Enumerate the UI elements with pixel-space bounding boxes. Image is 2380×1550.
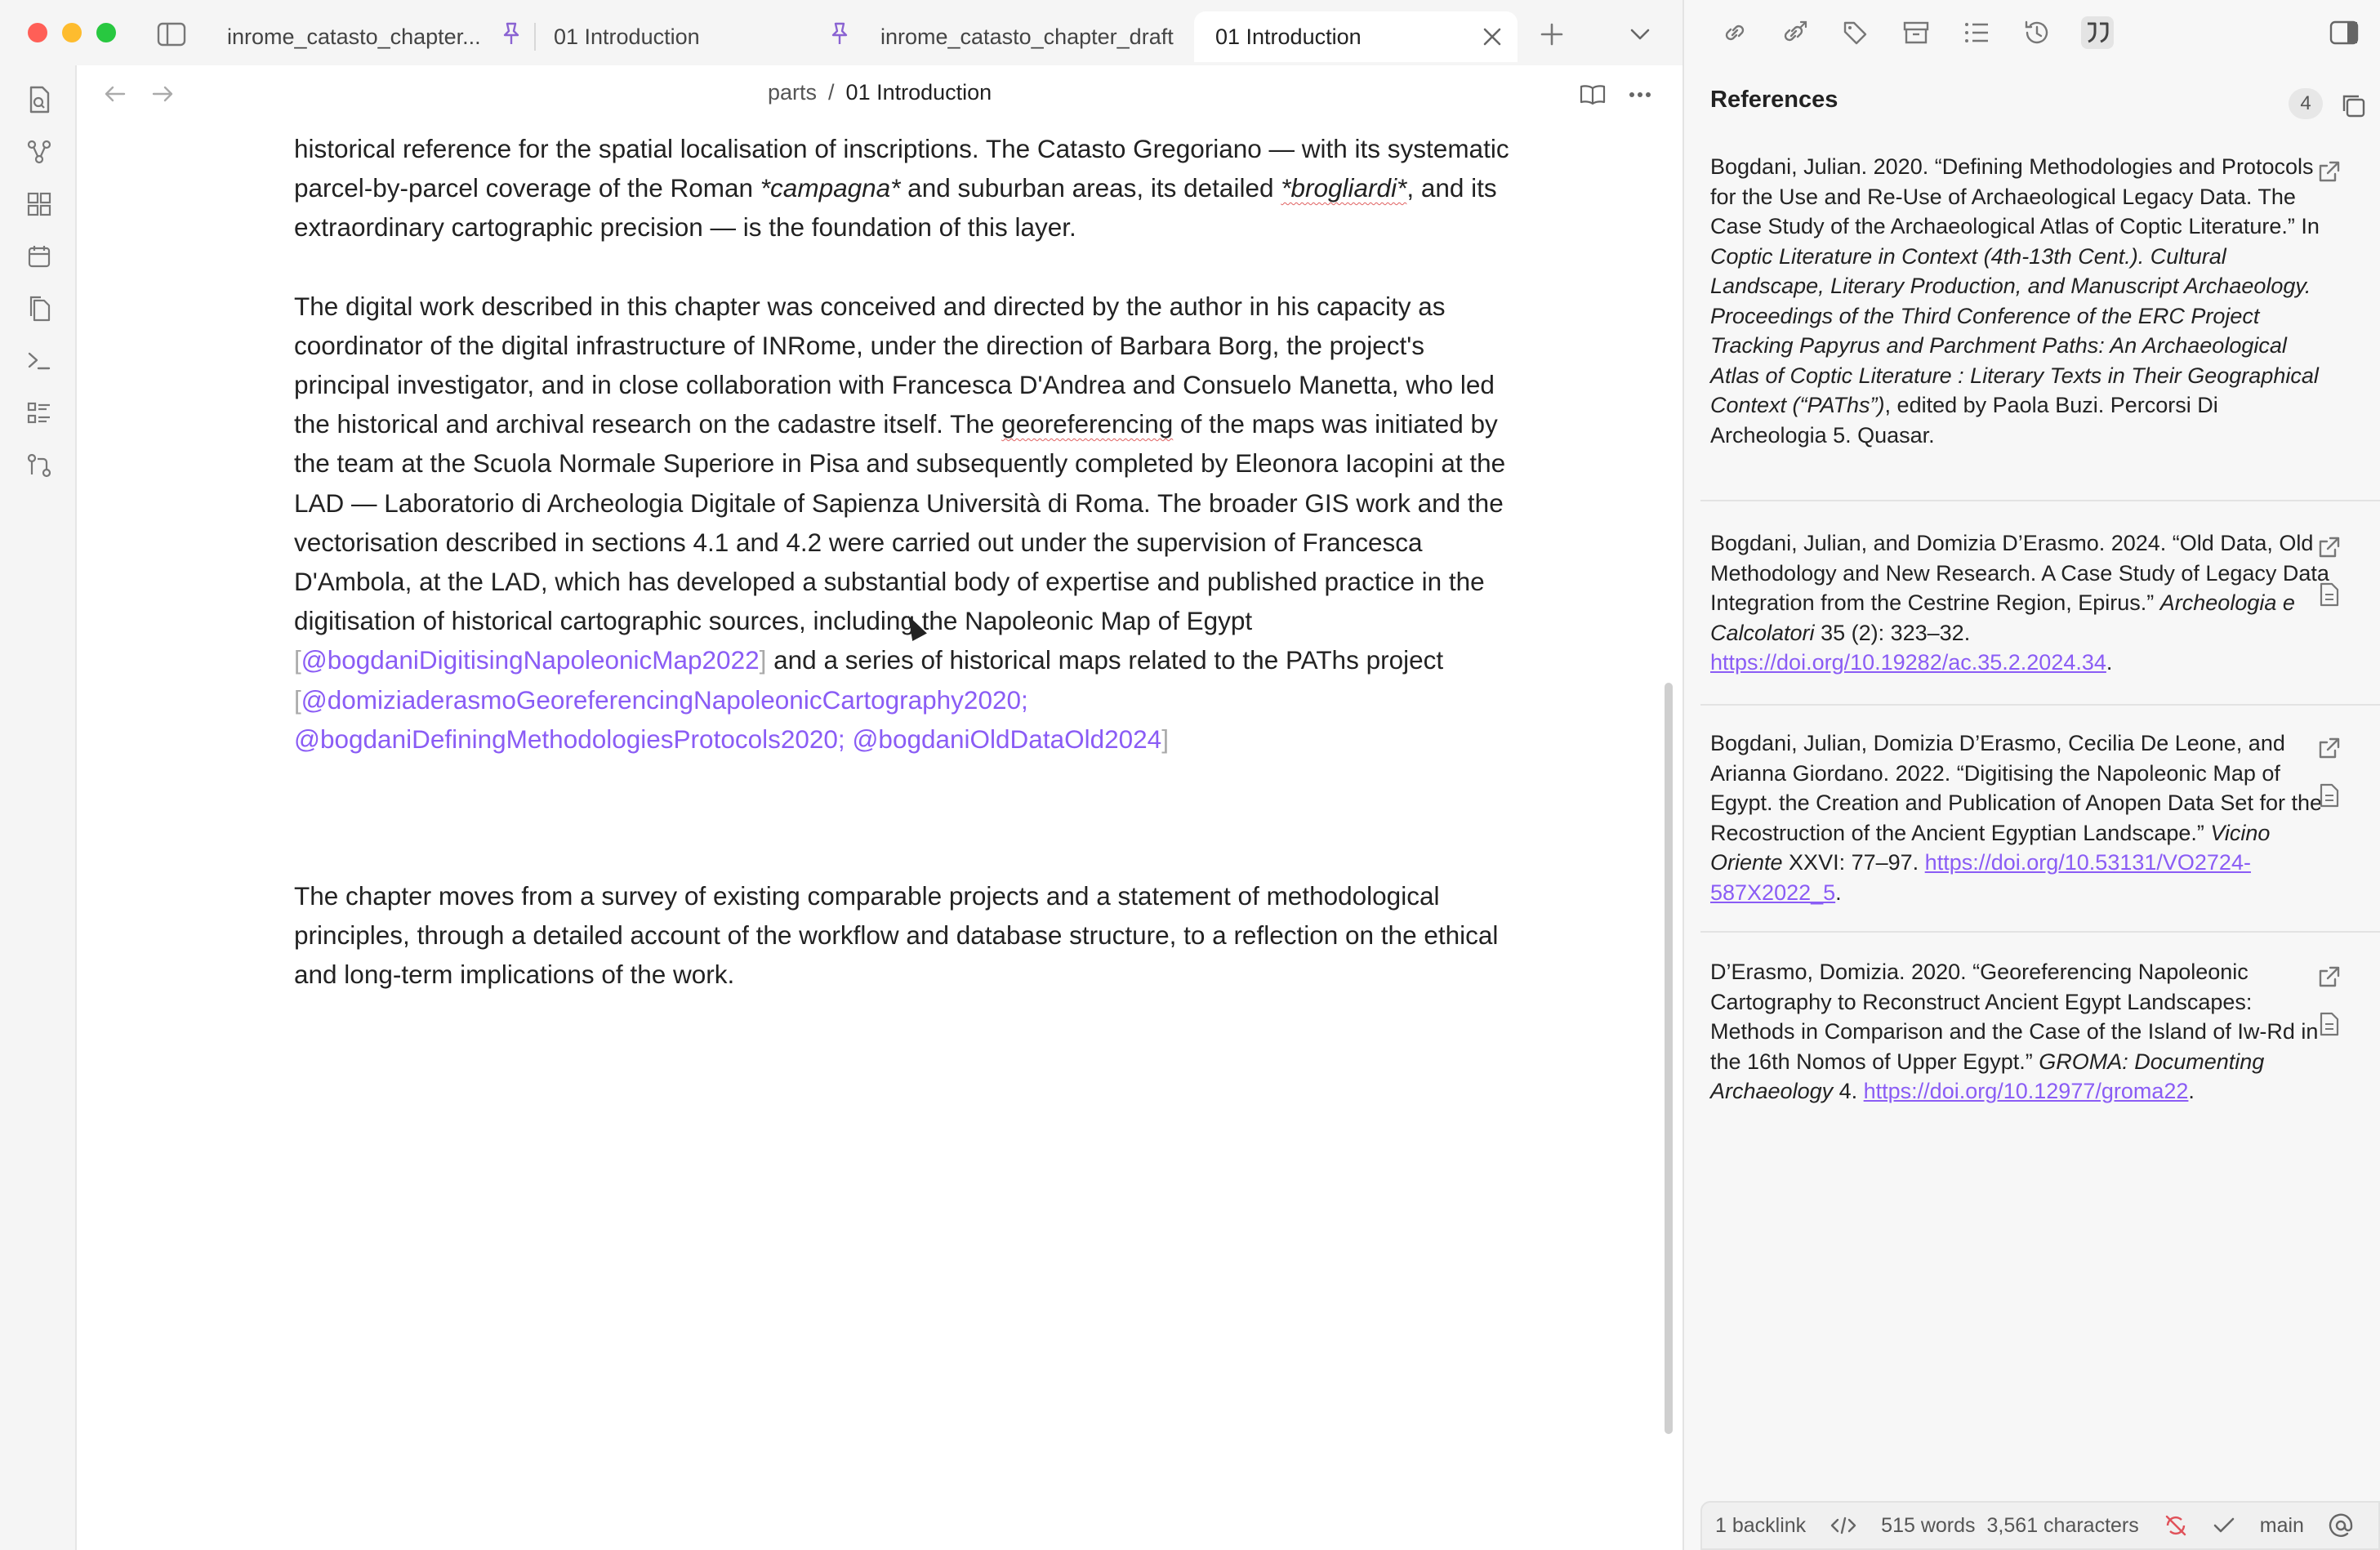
reference-text: D’Erasmo, Domizia. 2020. “Georeferencing Napoleonic Cartography to Reconstruct Ancient Egypt Landscapes: Methods in Comparison and the Case of the Island of Iw-Rd in the 16th Nomos of Upper Egypt.”: [1710, 960, 2319, 1074]
scrollbar[interactable]: [1665, 683, 1673, 1434]
breadcrumb-parent[interactable]: parts: [768, 80, 818, 105]
pin-icon[interactable]: [500, 21, 523, 51]
paragraph: [294, 129, 1511, 247]
search-file-icon[interactable]: [25, 85, 54, 114]
text: The digital work described in this chapter was conceived and directed by the author in his capacity as coordinator of the digital infrastructure of INRome, under the direction of Barbara Borg, the project's principal investigator, and in close collaboration with Francesca D'Andrea and Consuelo Manetta, who led the historical and archival research on the cadastre itself. The: [294, 291, 1495, 439]
sync-off-icon[interactable]: [2164, 1513, 2188, 1538]
divider: [1700, 704, 2380, 706]
back-arrow-icon[interactable]: [105, 82, 126, 109]
reference-text: .: [1835, 880, 1842, 905]
breadcrumb-current[interactable]: 01 Introduction: [845, 80, 992, 105]
reference-text-italic: Vicino Oriente: [1710, 820, 2271, 875]
git-branch-name[interactable]: main: [2259, 1513, 2304, 1537]
outline-icon[interactable]: [1960, 16, 1993, 49]
reference-text: .: [2106, 650, 2113, 675]
right-sidebar: [1682, 0, 2380, 1550]
more-horizontal-icon[interactable]: [1624, 78, 1656, 111]
editor-pane: [77, 65, 1682, 1550]
reference-text: Bogdani, Julian, and Domizia D’Erasmo. 2024. “Old Data, Old Methodology and New Research. A Case Study of Legacy Data Integration from the Cestrine Region, Epirus.”: [1710, 531, 2329, 615]
divider: [1700, 931, 2380, 933]
close-icon[interactable]: [1478, 23, 1506, 51]
reference-item[interactable]: [1710, 957, 2331, 1107]
sidebar-toolbar: [1684, 0, 2380, 65]
forward-arrow-icon[interactable]: [152, 82, 173, 109]
open-external-icon[interactable]: [2313, 155, 2346, 188]
citation-link[interactable]: @domiziaderasmoGeoreferencingNapoleonicCartography2020;: [301, 684, 1028, 715]
reference-text: Bogdani, Julian. 2020. “Defining Methodologies and Protocols for the Use and Re-Use of Archaeological Legacy Data. The Case Study of the Archaeological Atlas of Coptic Literature.” In: [1710, 154, 2320, 238]
citation-link[interactable]: @bogdaniOldDataOld2024: [852, 724, 1162, 754]
text-italic: *brogliardi*: [1281, 173, 1407, 203]
text-misspelled: georeferencing: [1001, 409, 1174, 439]
reference-text: Bogdani, Julian, Domizia D’Erasmo, Cecilia De Leone, and Arianna Giordano. 2022. “Digitising the Napoleonic Map of Egypt. the Creation and Publication of Anopen Data Set for the Recostruction of the Ancient Egyptian Landscape.”: [1710, 731, 2322, 845]
minimize-window-button[interactable]: [62, 23, 82, 42]
left-ribbon: [0, 65, 77, 1550]
reference-text: XXVI: 77–97.: [1782, 850, 1925, 875]
pin-icon[interactable]: [828, 21, 851, 51]
paragraph: [294, 287, 1511, 759]
note-file-icon[interactable]: [2313, 578, 2346, 611]
sidebar-right-icon[interactable]: [2328, 16, 2360, 49]
citation-bracket: ]: [1161, 724, 1169, 754]
tab-1[interactable]: [206, 11, 533, 62]
open-external-icon[interactable]: [2313, 732, 2346, 764]
terminal-icon[interactable]: [25, 346, 54, 376]
text: , and its extraordinary cartographic precision — is the foundation of this layer.: [294, 173, 1497, 243]
view-header: [77, 65, 1682, 124]
tab-label: 01 Introduction: [554, 24, 700, 49]
close-window-button[interactable]: [28, 23, 47, 42]
grid-icon[interactable]: [25, 189, 54, 219]
tab-label: 01 Introduction: [1215, 24, 1362, 49]
reference-item[interactable]: [1710, 528, 2331, 678]
reference-text-italic: Coptic Literature in Context (4th-13th Cent.). Cultural Landscape, Literary Production, and Manuscript Archaeology. Proceedings of the Third Conference of the ERC Project Tracking Papyrus and Parchment Paths: An Archaeological Atlas of Coptic Literature : Literary Texts in Their Geographical Context (“PAThs”): [1710, 243, 2319, 417]
note-file-icon[interactable]: [2313, 779, 2346, 812]
reference-item[interactable]: [1710, 728, 2331, 907]
reference-text: 35 (2): 323–32.: [1814, 620, 1971, 645]
word-count: 515 words: [1881, 1513, 1976, 1537]
copy-icon[interactable]: [2339, 91, 2367, 123]
references-title: References: [1710, 87, 1838, 113]
outgoing-links-icon[interactable]: [1779, 16, 1812, 49]
reference-text-italic: GROMA: Documenting Archaeology: [1710, 1049, 2265, 1103]
backlink-count[interactable]: 1 backlink: [1715, 1513, 1807, 1537]
book-open-icon[interactable]: [1576, 78, 1609, 111]
tags-icon[interactable]: [1839, 16, 1872, 49]
reference-text: 4.: [1833, 1079, 1864, 1103]
text: of the maps was initiated by the team at the Scuola Normale Superiore in Pisa and subsequently completed by Eleonora Iacopini at the LAD — Laboratorio di Archeologia Digitale of Sapienza Università di Roma. The broader GIS work and the vectorisation described in sections 4.1 and 4.2 were carried out under the supervision of Francesca D'Ambola, at the LAD, which has developed a substantial body of expertise and published practice in the digitisation of historical cartographic sources, including the Napoleonic Map of Egypt: [294, 409, 1506, 636]
reference-item[interactable]: [1710, 152, 2331, 450]
reference-text: , edited by Paola Buzi. Percorsi Di Archeologia 5. Quasar.: [1710, 393, 2218, 448]
open-external-icon[interactable]: [2313, 531, 2346, 563]
reference-text-italic: Archeologia e Calcolatori: [1710, 590, 2295, 645]
paragraph: The chapter moves from a survey of existing comparable projects and a statement of methodological principles, through a detailed account of the workflow and database structure, to a reflection on the ethical and long-term implications of the work.: [294, 881, 1499, 990]
reference-text: .: [2188, 1079, 2195, 1103]
chevron-down-icon[interactable]: [1624, 18, 1656, 51]
breadcrumb-separator: /: [828, 80, 835, 105]
references-count-badge: 4: [2289, 88, 2323, 119]
title-bar: [0, 0, 1682, 65]
tab-2[interactable]: [533, 11, 859, 62]
open-external-icon[interactable]: [2313, 960, 2346, 993]
history-icon[interactable]: [2021, 16, 2053, 49]
maximize-window-button[interactable]: [96, 23, 116, 42]
citation-bracket: [: [294, 645, 301, 675]
plus-icon[interactable]: [1535, 18, 1568, 51]
sidebar-left-icon[interactable]: [155, 20, 188, 49]
git-compare-icon[interactable]: [25, 451, 54, 480]
text-italic: *campagna*: [760, 173, 901, 203]
document-body[interactable]: [294, 129, 1511, 995]
references-header: [1710, 87, 2364, 126]
graph-icon[interactable]: [25, 137, 54, 167]
doi-link[interactable]: https://doi.org/10.12977/groma22: [1863, 1079, 2189, 1103]
tab-label: inrome_catasto_chapter_draft: [880, 24, 1174, 49]
citation-link[interactable]: @bogdaniDefiningMethodologiesProtocols2020;: [294, 724, 845, 754]
at-sign-icon[interactable]: [2329, 1513, 2353, 1538]
doi-link[interactable]: https://doi.org/10.19282/ac.35.2.2024.34: [1710, 650, 2106, 675]
tab-label: inrome_catasto_chapter...: [227, 24, 481, 49]
code-icon[interactable]: [1830, 1516, 1856, 1535]
citation-link[interactable]: @bogdaniDigitisingNapoleonicMap2022: [301, 645, 760, 675]
citation-bracket: [: [294, 684, 301, 715]
quote-icon[interactable]: [2081, 16, 2114, 49]
breadcrumb: [768, 80, 992, 105]
copy-pages-icon[interactable]: [25, 294, 54, 323]
link-icon[interactable]: [1718, 16, 1751, 49]
citation-bracket: ]: [759, 645, 767, 675]
note-file-icon[interactable]: [2313, 1008, 2346, 1040]
tab-active[interactable]: [1194, 11, 1518, 62]
archive-icon[interactable]: [1900, 16, 1932, 49]
text: and suburban areas, its detailed: [900, 173, 1281, 203]
status-bar: [1700, 1501, 2380, 1550]
calendar-icon[interactable]: [25, 242, 54, 271]
tab-3[interactable]: [859, 11, 1194, 62]
text: and a series of historical maps related to the PAThs project: [766, 645, 1444, 675]
doi-link[interactable]: https://doi.org/10.53131/VO2724-587X2022_5: [1710, 850, 2251, 905]
check-icon[interactable]: [2213, 1516, 2235, 1535]
divider: [1700, 500, 2380, 501]
list-icon[interactable]: [25, 399, 54, 428]
text: historical reference for the spatial localisation of inscriptions. The Catasto Gregoriano — with its systematic parcel-by-parcel coverage of the Roman: [294, 134, 1509, 203]
character-count: 3,561 characters: [1986, 1513, 2139, 1537]
